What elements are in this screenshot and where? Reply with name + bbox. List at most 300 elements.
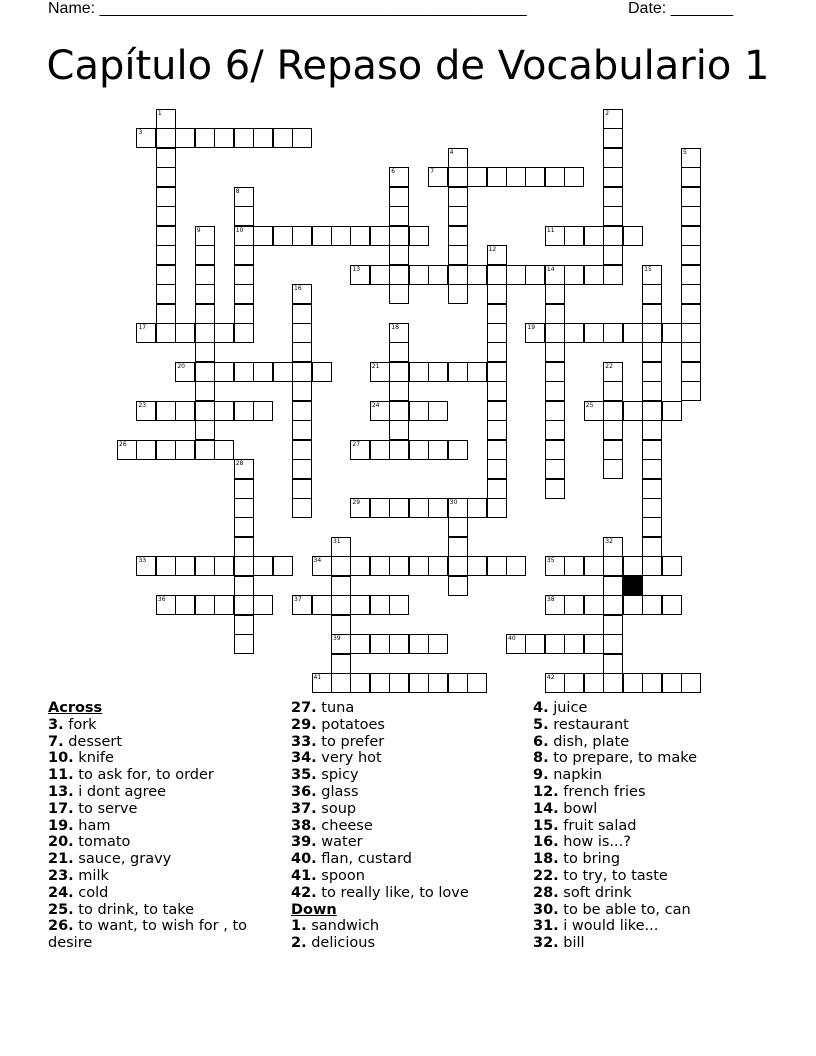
grid-cell[interactable]	[389, 634, 409, 654]
grid-cell[interactable]	[389, 556, 409, 576]
grid-cell[interactable]	[525, 167, 545, 187]
grid-cell[interactable]	[175, 128, 195, 148]
grid-cell[interactable]	[292, 420, 312, 440]
grid-cell[interactable]	[603, 595, 623, 615]
grid-cell[interactable]	[545, 634, 565, 654]
grid-cell[interactable]	[292, 401, 312, 421]
grid-cell[interactable]	[234, 187, 254, 207]
grid-cell[interactable]	[292, 128, 312, 148]
grid-cell[interactable]	[428, 167, 448, 187]
grid-cell[interactable]	[253, 595, 273, 615]
grid-cell[interactable]	[409, 401, 429, 421]
grid-cell[interactable]	[681, 167, 701, 187]
grid-cell[interactable]	[564, 595, 584, 615]
grid-cell[interactable]	[564, 634, 584, 654]
grid-cell[interactable]	[389, 206, 409, 226]
grid-cell[interactable]	[545, 167, 565, 187]
grid-cell[interactable]	[487, 440, 507, 460]
grid-cell[interactable]	[584, 634, 604, 654]
grid-cell[interactable]	[448, 148, 468, 168]
grid-cell[interactable]	[292, 323, 312, 343]
grid-cell[interactable]	[642, 362, 662, 382]
grid-cell[interactable]	[623, 226, 643, 246]
grid-cell[interactable]	[467, 556, 487, 576]
grid-cell[interactable]	[389, 440, 409, 460]
grid-cell[interactable]	[603, 634, 623, 654]
grid-cell[interactable]	[448, 284, 468, 304]
grid-cell[interactable]	[603, 440, 623, 460]
grid-cell[interactable]	[156, 284, 176, 304]
grid-cell[interactable]	[156, 206, 176, 226]
grid-cell[interactable]	[350, 595, 370, 615]
grid-cell[interactable]	[603, 245, 623, 265]
grid-cell[interactable]	[234, 362, 254, 382]
grid-cell[interactable]	[506, 167, 526, 187]
grid-cell[interactable]	[214, 362, 234, 382]
grid-cell[interactable]	[136, 556, 156, 576]
grid-cell[interactable]	[428, 634, 448, 654]
grid-cell[interactable]	[156, 148, 176, 168]
grid-cell[interactable]	[467, 673, 487, 693]
grid-cell[interactable]	[545, 401, 565, 421]
grid-cell[interactable]	[389, 265, 409, 285]
grid-cell[interactable]	[681, 226, 701, 246]
grid-cell[interactable]	[389, 342, 409, 362]
grid-cell[interactable]	[389, 187, 409, 207]
grid-cell[interactable]	[156, 401, 176, 421]
grid-cell[interactable]	[370, 498, 390, 518]
grid-cell[interactable]	[292, 595, 312, 615]
grid-cell[interactable]	[603, 459, 623, 479]
grid-cell[interactable]	[234, 634, 254, 654]
grid-cell[interactable]	[545, 362, 565, 382]
grid-cell[interactable]	[487, 245, 507, 265]
grid-cell[interactable]	[448, 556, 468, 576]
grid-cell[interactable]	[642, 673, 662, 693]
grid-cell[interactable]	[467, 498, 487, 518]
grid-cell[interactable]	[292, 362, 312, 382]
grid-cell[interactable]	[136, 440, 156, 460]
grid-cell[interactable]	[234, 556, 254, 576]
grid-cell[interactable]	[603, 401, 623, 421]
grid-cell[interactable]	[389, 673, 409, 693]
grid-cell[interactable]	[545, 440, 565, 460]
grid-cell[interactable]	[642, 479, 662, 499]
grid-cell[interactable]	[389, 401, 409, 421]
grid-cell[interactable]	[642, 284, 662, 304]
grid-cell[interactable]	[448, 517, 468, 537]
grid-cell[interactable]	[448, 576, 468, 596]
grid-cell[interactable]	[389, 167, 409, 187]
grid-cell[interactable]	[409, 226, 429, 246]
grid-cell[interactable]	[195, 226, 215, 246]
grid-cell[interactable]	[370, 440, 390, 460]
grid-cell[interactable]	[642, 440, 662, 460]
grid-cell[interactable]	[642, 595, 662, 615]
grid-cell[interactable]	[331, 615, 351, 635]
grid-cell[interactable]	[195, 265, 215, 285]
grid-cell[interactable]	[487, 362, 507, 382]
grid-cell[interactable]	[448, 167, 468, 187]
grid-cell[interactable]	[603, 362, 623, 382]
grid-cell[interactable]	[117, 440, 137, 460]
grid-cell[interactable]	[448, 226, 468, 246]
grid-cell[interactable]	[603, 226, 623, 246]
grid-cell[interactable]	[136, 401, 156, 421]
grid-cell[interactable]	[584, 556, 604, 576]
grid-cell[interactable]	[175, 323, 195, 343]
grid-cell[interactable]	[312, 362, 332, 382]
grid-cell[interactable]	[214, 323, 234, 343]
grid-cell[interactable]	[584, 265, 604, 285]
grid-cell[interactable]	[292, 479, 312, 499]
grid-cell[interactable]	[448, 498, 468, 518]
grid-cell[interactable]	[642, 459, 662, 479]
grid-cell[interactable]	[584, 226, 604, 246]
grid-cell[interactable]	[623, 595, 643, 615]
grid-cell[interactable]	[253, 401, 273, 421]
grid-cell[interactable]	[545, 459, 565, 479]
grid-cell[interactable]	[389, 362, 409, 382]
grid-cell[interactable]	[156, 304, 176, 324]
grid-cell[interactable]	[350, 440, 370, 460]
grid-cell[interactable]	[584, 323, 604, 343]
grid-cell[interactable]	[603, 187, 623, 207]
grid-cell[interactable]	[409, 265, 429, 285]
grid-cell[interactable]	[662, 323, 682, 343]
grid-cell[interactable]	[545, 323, 565, 343]
grid-cell[interactable]	[389, 498, 409, 518]
grid-cell[interactable]	[545, 304, 565, 324]
grid-cell[interactable]	[136, 323, 156, 343]
grid-cell[interactable]	[448, 245, 468, 265]
grid-cell[interactable]	[195, 323, 215, 343]
grid-cell[interactable]	[234, 206, 254, 226]
grid-cell[interactable]	[409, 498, 429, 518]
grid-cell[interactable]	[681, 284, 701, 304]
grid-cell[interactable]	[681, 265, 701, 285]
grid-cell[interactable]	[273, 128, 293, 148]
grid-cell[interactable]	[428, 362, 448, 382]
grid-cell[interactable]	[428, 265, 448, 285]
grid-cell[interactable]	[195, 362, 215, 382]
grid-cell[interactable]	[545, 595, 565, 615]
grid-cell[interactable]	[156, 109, 176, 129]
grid-cell[interactable]	[292, 304, 312, 324]
grid-cell[interactable]	[487, 304, 507, 324]
grid-cell[interactable]	[312, 226, 332, 246]
grid-cell[interactable]	[389, 284, 409, 304]
grid-cell[interactable]	[370, 673, 390, 693]
grid-cell[interactable]	[545, 556, 565, 576]
grid-cell[interactable]	[331, 595, 351, 615]
grid-cell[interactable]	[195, 595, 215, 615]
grid-cell[interactable]	[564, 226, 584, 246]
grid-cell[interactable]	[253, 556, 273, 576]
grid-cell[interactable]	[564, 323, 584, 343]
grid-cell[interactable]	[195, 440, 215, 460]
grid-cell[interactable]	[506, 556, 526, 576]
grid-cell[interactable]	[623, 556, 643, 576]
grid-cell[interactable]	[195, 304, 215, 324]
grid-cell[interactable]	[234, 576, 254, 596]
grid-cell[interactable]	[350, 498, 370, 518]
grid-cell[interactable]	[292, 284, 312, 304]
grid-cell[interactable]	[234, 128, 254, 148]
grid-cell[interactable]	[545, 265, 565, 285]
grid-cell[interactable]	[506, 265, 526, 285]
grid-cell[interactable]	[487, 401, 507, 421]
grid-cell[interactable]	[156, 245, 176, 265]
grid-cell[interactable]	[409, 362, 429, 382]
grid-cell[interactable]	[195, 284, 215, 304]
grid-cell[interactable]	[642, 420, 662, 440]
grid-cell[interactable]	[623, 401, 643, 421]
grid-cell[interactable]	[331, 634, 351, 654]
grid-cell[interactable]	[545, 342, 565, 362]
grid-cell[interactable]	[292, 440, 312, 460]
grid-cell[interactable]	[409, 556, 429, 576]
grid-cell[interactable]	[156, 128, 176, 148]
grid-cell[interactable]	[156, 167, 176, 187]
grid-cell[interactable]	[234, 226, 254, 246]
grid-cell[interactable]	[234, 284, 254, 304]
grid-cell[interactable]	[195, 401, 215, 421]
grid-cell[interactable]	[662, 595, 682, 615]
grid-cell[interactable]	[370, 401, 390, 421]
grid-cell[interactable]	[389, 226, 409, 246]
grid-cell[interactable]	[584, 595, 604, 615]
grid-cell[interactable]	[467, 265, 487, 285]
grid-cell[interactable]	[156, 265, 176, 285]
grid-cell[interactable]	[564, 673, 584, 693]
grid-cell[interactable]	[156, 226, 176, 246]
grid-cell[interactable]	[603, 381, 623, 401]
grid-cell[interactable]	[195, 245, 215, 265]
grid-cell[interactable]	[234, 265, 254, 285]
grid-cell[interactable]	[487, 323, 507, 343]
grid-cell[interactable]	[525, 634, 545, 654]
grid-cell[interactable]	[603, 654, 623, 674]
grid-cell[interactable]	[350, 226, 370, 246]
grid-cell[interactable]	[370, 362, 390, 382]
grid-cell[interactable]	[273, 556, 293, 576]
grid-cell[interactable]	[253, 128, 273, 148]
grid-cell[interactable]	[467, 362, 487, 382]
grid-cell[interactable]	[564, 556, 584, 576]
grid-cell[interactable]	[312, 556, 332, 576]
grid-cell[interactable]	[214, 595, 234, 615]
grid-cell[interactable]	[234, 479, 254, 499]
grid-cell[interactable]	[292, 381, 312, 401]
grid-cell[interactable]	[350, 265, 370, 285]
grid-cell[interactable]	[331, 654, 351, 674]
grid-cell[interactable]	[487, 167, 507, 187]
grid-cell[interactable]	[350, 556, 370, 576]
grid-cell[interactable]	[195, 381, 215, 401]
grid-cell[interactable]	[681, 245, 701, 265]
grid-cell[interactable]	[584, 401, 604, 421]
grid-cell[interactable]	[234, 615, 254, 635]
grid-cell[interactable]	[681, 206, 701, 226]
grid-cell[interactable]	[273, 226, 293, 246]
grid-cell[interactable]	[156, 323, 176, 343]
grid-cell[interactable]	[389, 245, 409, 265]
grid-cell[interactable]	[603, 576, 623, 596]
grid-cell[interactable]	[662, 673, 682, 693]
grid-cell[interactable]	[564, 167, 584, 187]
grid-cell[interactable]	[662, 556, 682, 576]
grid-cell[interactable]	[623, 323, 643, 343]
grid-cell[interactable]	[681, 673, 701, 693]
grid-cell[interactable]	[292, 342, 312, 362]
grid-cell[interactable]	[506, 634, 526, 654]
grid-cell[interactable]	[175, 440, 195, 460]
grid-cell[interactable]	[584, 673, 604, 693]
grid-cell[interactable]	[487, 381, 507, 401]
grid-cell[interactable]	[389, 381, 409, 401]
grid-cell[interactable]	[195, 128, 215, 148]
grid-cell[interactable]	[312, 595, 332, 615]
grid-cell[interactable]	[409, 634, 429, 654]
grid-cell[interactable]	[487, 265, 507, 285]
grid-cell[interactable]	[156, 440, 176, 460]
grid-cell[interactable]	[545, 381, 565, 401]
grid-cell[interactable]	[234, 595, 254, 615]
grid-cell[interactable]	[681, 304, 701, 324]
grid-cell[interactable]	[681, 342, 701, 362]
grid-cell[interactable]	[273, 362, 293, 382]
grid-cell[interactable]	[603, 323, 623, 343]
grid-cell[interactable]	[642, 323, 662, 343]
grid-cell[interactable]	[525, 323, 545, 343]
grid-cell[interactable]	[253, 362, 273, 382]
grid-cell[interactable]	[195, 556, 215, 576]
grid-cell[interactable]	[234, 323, 254, 343]
grid-cell[interactable]	[623, 673, 643, 693]
grid-cell[interactable]	[292, 226, 312, 246]
grid-cell[interactable]	[156, 595, 176, 615]
grid-cell[interactable]	[448, 362, 468, 382]
grid-cell[interactable]	[487, 420, 507, 440]
grid-cell[interactable]	[467, 167, 487, 187]
grid-cell[interactable]	[331, 226, 351, 246]
grid-cell[interactable]	[545, 420, 565, 440]
grid-cell[interactable]	[642, 401, 662, 421]
grid-cell[interactable]	[370, 556, 390, 576]
grid-cell[interactable]	[312, 673, 332, 693]
grid-cell[interactable]	[350, 673, 370, 693]
grid-cell[interactable]	[448, 206, 468, 226]
grid-cell[interactable]	[234, 517, 254, 537]
grid-cell[interactable]	[331, 556, 351, 576]
grid-cell[interactable]	[642, 556, 662, 576]
grid-cell[interactable]	[175, 362, 195, 382]
grid-cell[interactable]	[175, 401, 195, 421]
grid-cell[interactable]	[681, 381, 701, 401]
grid-cell[interactable]	[603, 148, 623, 168]
grid-cell[interactable]	[545, 284, 565, 304]
grid-cell[interactable]	[195, 342, 215, 362]
grid-cell[interactable]	[156, 556, 176, 576]
grid-cell[interactable]	[545, 479, 565, 499]
grid-cell[interactable]	[331, 537, 351, 557]
grid-cell[interactable]	[487, 556, 507, 576]
grid-cell[interactable]	[175, 556, 195, 576]
grid-cell[interactable]	[545, 673, 565, 693]
grid-cell[interactable]	[603, 206, 623, 226]
grid-cell[interactable]	[448, 187, 468, 207]
grid-cell[interactable]	[409, 440, 429, 460]
grid-cell[interactable]	[681, 323, 701, 343]
grid-cell[interactable]	[603, 265, 623, 285]
grid-cell[interactable]	[292, 498, 312, 518]
grid-cell[interactable]	[487, 459, 507, 479]
grid-cell[interactable]	[448, 265, 468, 285]
grid-cell[interactable]	[195, 420, 215, 440]
grid-cell[interactable]	[681, 148, 701, 168]
grid-cell[interactable]	[234, 245, 254, 265]
grid-cell[interactable]	[487, 498, 507, 518]
grid-cell[interactable]	[603, 167, 623, 187]
grid-cell[interactable]	[642, 304, 662, 324]
grid-cell[interactable]	[389, 420, 409, 440]
grid-cell[interactable]	[389, 323, 409, 343]
grid-cell[interactable]	[681, 362, 701, 382]
grid-cell[interactable]	[545, 226, 565, 246]
grid-cell[interactable]	[234, 537, 254, 557]
grid-cell[interactable]	[642, 381, 662, 401]
grid-cell[interactable]	[525, 265, 545, 285]
grid-cell[interactable]	[292, 459, 312, 479]
grid-cell[interactable]	[681, 187, 701, 207]
grid-cell[interactable]	[603, 128, 623, 148]
grid-cell[interactable]	[642, 517, 662, 537]
grid-cell[interactable]	[642, 265, 662, 285]
grid-cell[interactable]	[448, 537, 468, 557]
grid-cell[interactable]	[662, 401, 682, 421]
grid-cell[interactable]	[389, 595, 409, 615]
grid-cell[interactable]	[448, 673, 468, 693]
grid-cell[interactable]	[350, 634, 370, 654]
grid-cell[interactable]	[603, 556, 623, 576]
grid-cell[interactable]	[370, 634, 390, 654]
grid-cell[interactable]	[642, 498, 662, 518]
grid-cell[interactable]	[214, 128, 234, 148]
grid-cell[interactable]	[136, 128, 156, 148]
grid-cell[interactable]	[409, 673, 429, 693]
grid-cell[interactable]	[370, 595, 390, 615]
grid-cell[interactable]	[428, 673, 448, 693]
grid-cell[interactable]	[214, 401, 234, 421]
grid-cell[interactable]	[428, 556, 448, 576]
grid-cell[interactable]	[253, 226, 273, 246]
grid-cell[interactable]	[448, 440, 468, 460]
grid-cell[interactable]	[214, 440, 234, 460]
grid-cell[interactable]	[234, 401, 254, 421]
grid-cell[interactable]	[214, 556, 234, 576]
grid-cell[interactable]	[603, 420, 623, 440]
grid-cell[interactable]	[370, 265, 390, 285]
grid-cell[interactable]	[234, 304, 254, 324]
grid-cell[interactable]	[331, 673, 351, 693]
grid-cell[interactable]	[428, 498, 448, 518]
grid-cell[interactable]	[487, 342, 507, 362]
grid-cell[interactable]	[428, 440, 448, 460]
grid-cell[interactable]	[642, 342, 662, 362]
grid-cell[interactable]	[603, 615, 623, 635]
grid-cell[interactable]	[234, 498, 254, 518]
